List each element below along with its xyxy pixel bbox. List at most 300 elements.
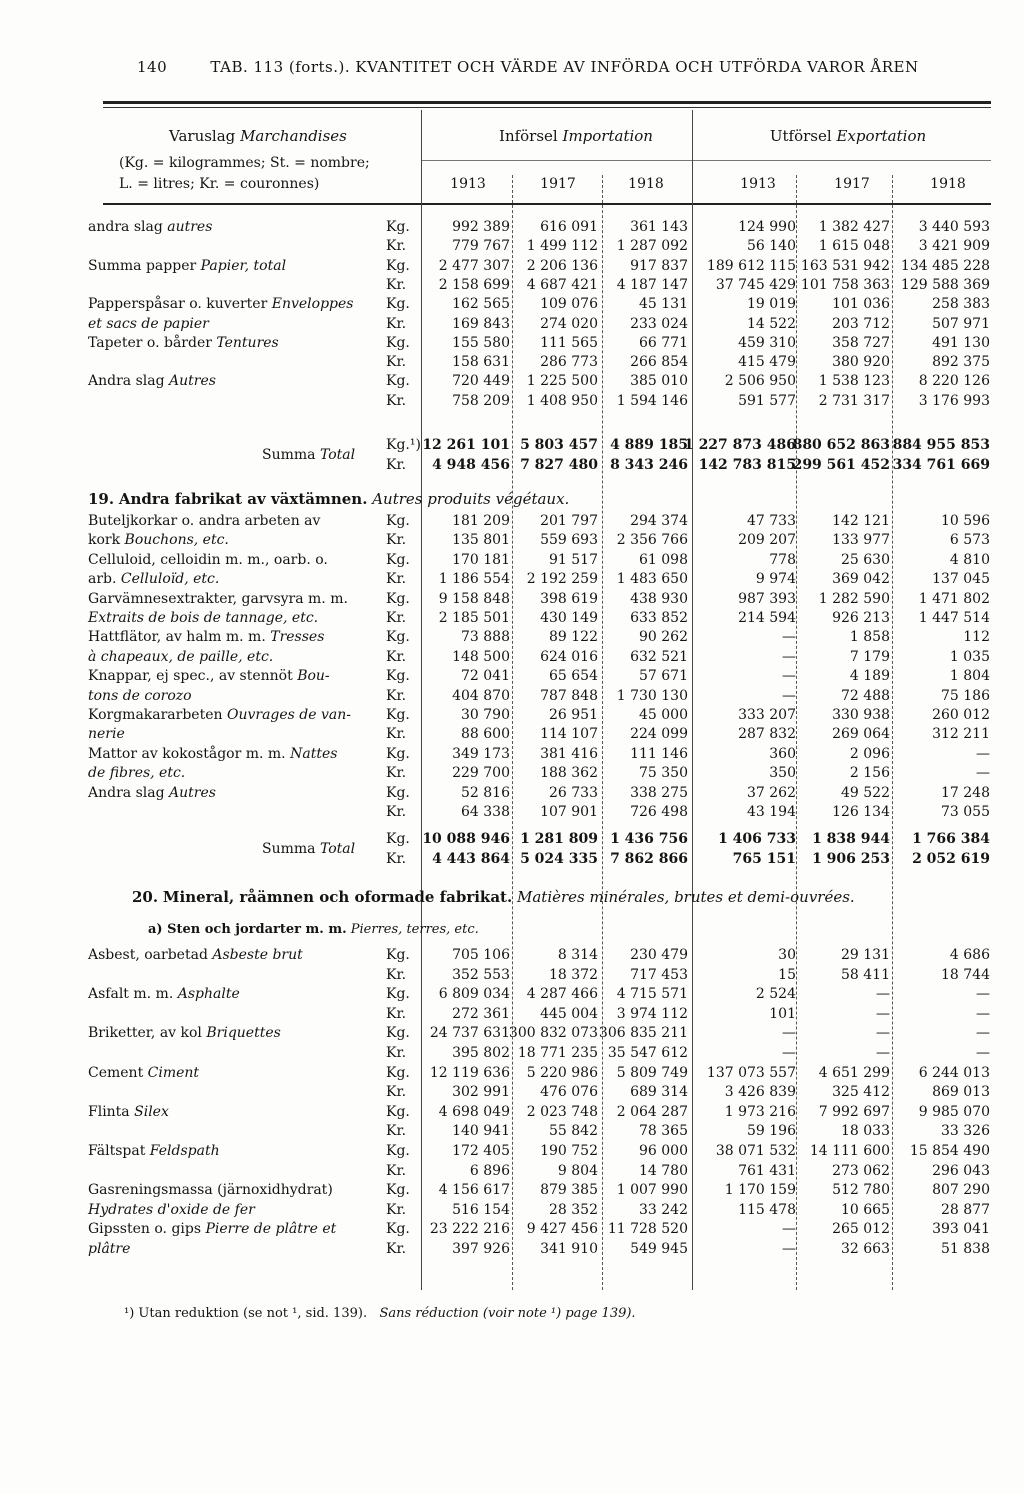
veg-cell: 1 447 514 <box>918 610 990 626</box>
summa-19-kg-row <box>0 830 1024 857</box>
table-row <box>0 745 1024 763</box>
mineral-cell: 265 012 <box>832 1221 890 1238</box>
row-unit: Kg. <box>386 1182 410 1199</box>
table-row <box>0 1064 1024 1082</box>
paper-cell: 1 594 146 <box>616 392 688 409</box>
veg-cell: 1 282 590 <box>818 590 890 607</box>
mineral-cell: 296 043 <box>932 1162 990 1179</box>
row-label: Gipssten o. gips Pierre de plâtre et <box>88 1221 337 1238</box>
summa-top-kg-5: 884 955 853 <box>892 437 990 453</box>
paper-cell: 4 687 421 <box>526 276 598 293</box>
row-label: Korgmakararbeten Ouvrages de van- <box>88 707 352 723</box>
paper-cell: 2 158 699 <box>438 276 510 293</box>
veg-cell: 229 700 <box>452 765 510 782</box>
paper-cell: 591 577 <box>738 392 796 409</box>
mineral-cell: 1 973 216 <box>724 1103 796 1120</box>
row-unit: Kr. <box>386 804 407 820</box>
veg-cell: 1 804 <box>949 668 990 685</box>
mineral-cell: — <box>976 1005 990 1022</box>
page-number: 140 <box>137 58 168 76</box>
row-label: plâtre <box>88 1241 131 1257</box>
table-row <box>0 551 1024 569</box>
veg-cell: 1 858 <box>849 629 890 646</box>
veg-cell: 114 107 <box>540 726 598 743</box>
veg-cell: 72 041 <box>461 668 510 685</box>
row-unit: Kg. <box>386 219 410 235</box>
mineral-cell: 5 220 986 <box>526 1064 598 1081</box>
row-unit: Kg. <box>386 257 410 274</box>
veg-cell: 170 181 <box>452 551 510 568</box>
veg-cell: 148 500 <box>452 648 510 665</box>
veg-cell: 330 938 <box>832 707 890 723</box>
veg-cell: 135 801 <box>452 532 510 549</box>
mineral-cell: 4 698 049 <box>438 1103 510 1120</box>
table-row <box>0 764 1024 782</box>
veg-cell: 624 016 <box>540 648 598 665</box>
row-label: Cement Ciment <box>88 1064 200 1081</box>
mineral-cell: 58 411 <box>841 966 890 983</box>
mineral-cell: 59 196 <box>747 1123 796 1140</box>
summa-19-kr-2: 7 862 866 <box>610 851 688 867</box>
row-unit: Kg. <box>386 373 410 390</box>
table-row <box>0 803 1024 821</box>
row-label: Asfalt m. m. Asphalte <box>88 986 240 1003</box>
mineral-cell: 272 361 <box>452 1005 510 1022</box>
paper-cell: 1 499 112 <box>526 238 598 255</box>
row-unit: Kr. <box>386 1162 407 1179</box>
table-row <box>0 946 1024 964</box>
table-row <box>0 1044 1024 1062</box>
veg-cell: 111 146 <box>630 745 688 762</box>
paper-cell: 385 010 <box>630 373 688 390</box>
year-import-1913: 1913 <box>450 176 486 192</box>
summa-top-kr-1: 7 827 480 <box>520 457 598 473</box>
mineral-cell: 30 <box>778 947 796 963</box>
mineral-cell: 96 000 <box>639 1143 688 1159</box>
summa-19-kr-0: 4 443 864 <box>432 851 510 867</box>
paper-cell: 361 143 <box>630 219 688 235</box>
veg-cell: 73 055 <box>941 804 990 820</box>
mineral-cell: 2 064 287 <box>616 1103 688 1120</box>
row-unit: Kr. <box>386 610 407 626</box>
table-row <box>0 392 1024 410</box>
paper-cell: 109 076 <box>540 296 598 313</box>
veg-cell: 91 517 <box>549 551 598 568</box>
row-label: Andra slag Autres <box>88 784 216 801</box>
row-unit: Kr. <box>386 765 407 782</box>
table-row <box>0 334 1024 352</box>
mineral-cell: 15 854 490 <box>909 1143 990 1159</box>
veg-cell: 7 179 <box>849 648 890 665</box>
row-label: kork Bouchons, etc. <box>88 532 229 549</box>
mineral-cell: 4 686 <box>949 947 990 963</box>
veg-cell: 201 797 <box>540 513 598 529</box>
row-label: Gasreningsmassa (järnoxidhydrat) <box>88 1182 333 1199</box>
mineral-cell: 14 780 <box>639 1162 688 1179</box>
year-export-1917: 1917 <box>834 176 870 192</box>
veg-cell: — <box>782 629 796 646</box>
veg-cell: 10 596 <box>941 513 990 529</box>
veg-cell: 142 121 <box>832 513 890 529</box>
row-unit: Kr. <box>386 687 407 704</box>
table-row <box>0 372 1024 390</box>
mineral-cell: — <box>782 1241 796 1257</box>
paper-cell: 3 176 993 <box>918 392 990 409</box>
veg-cell: — <box>782 687 796 704</box>
summa-19-kg-3: 1 406 733 <box>718 831 796 847</box>
row-label: Flinta Silex <box>88 1103 169 1120</box>
row-label: Asbest, oarbetad Asbeste brut <box>88 947 303 963</box>
paper-cell: 189 612 115 <box>706 257 796 274</box>
paper-cell: 1 225 500 <box>526 373 598 390</box>
summa-19-kg-2: 1 436 756 <box>610 831 688 847</box>
table-row <box>0 1005 1024 1023</box>
row-label: Extraits de bois de tannage, etc. <box>88 610 319 626</box>
mineral-cell: 11 728 520 <box>607 1221 688 1238</box>
veg-cell: 1 035 <box>949 648 990 665</box>
table-row <box>0 218 1024 236</box>
veg-cell: 398 619 <box>540 590 598 607</box>
veg-cell: 61 098 <box>639 551 688 568</box>
row-unit: Kg. <box>386 745 410 762</box>
summa-19-kr-5: 2 052 619 <box>912 851 990 867</box>
mineral-cell: 35 547 612 <box>607 1045 688 1061</box>
row-unit: Kg. <box>386 629 410 646</box>
summa-top-unit-kr: Kr. <box>386 457 407 473</box>
table-row <box>0 315 1024 333</box>
table-row <box>0 966 1024 984</box>
veg-cell: 2 192 259 <box>526 571 598 588</box>
table-row <box>0 1240 1024 1258</box>
summa-top-kr-4: 299 561 452 <box>792 457 890 473</box>
veg-cell: 333 207 <box>738 707 796 723</box>
row-unit: Kg. <box>386 784 410 801</box>
veg-cell: 360 <box>769 745 796 762</box>
veg-cell: 52 816 <box>461 784 510 801</box>
year-export-1913: 1913 <box>740 176 776 192</box>
veg-cell: 72 488 <box>841 687 890 704</box>
mineral-cell: 6 809 034 <box>438 986 510 1003</box>
paper-cell: 1 538 123 <box>818 373 890 390</box>
year-import-1917: 1917 <box>540 176 576 192</box>
column-header <box>103 110 991 202</box>
table-row <box>0 725 1024 743</box>
mineral-cell: 5 809 749 <box>616 1064 688 1081</box>
table-row <box>0 531 1024 549</box>
paper-cell: 169 843 <box>452 315 510 332</box>
unit-legend-line2: L. = litres; Kr. = couronnes) <box>119 176 320 192</box>
veg-cell: 260 012 <box>932 707 990 723</box>
row-label: Briketter, av kol Briquettes <box>88 1025 281 1042</box>
mineral-cell: 273 062 <box>832 1162 890 1179</box>
table-row <box>0 667 1024 685</box>
mineral-cell: — <box>876 1045 890 1061</box>
row-unit: Kr. <box>386 1084 407 1101</box>
mineral-cell: 516 154 <box>452 1201 510 1218</box>
row-unit: Kr. <box>386 1241 407 1257</box>
summa-top-kr-0: 4 948 456 <box>432 457 510 473</box>
summa-top-label: Summa Total <box>262 447 356 463</box>
row-unit: Kg. <box>386 947 410 963</box>
paper-cell: 14 522 <box>747 315 796 332</box>
summa-top-kr-3: 142 783 815 <box>698 457 796 473</box>
row-unit: Kr. <box>386 1045 407 1061</box>
mineral-cell: — <box>876 986 890 1003</box>
mineral-cell: 10 665 <box>841 1201 890 1218</box>
row-unit: Kr. <box>386 238 407 255</box>
veg-cell: 269 064 <box>832 726 890 743</box>
header-rule-thick <box>103 101 991 104</box>
mineral-cell: — <box>976 986 990 1003</box>
table-row <box>0 257 1024 275</box>
veg-cell: 43 194 <box>747 804 796 820</box>
summa-top-kg-row <box>0 436 1024 463</box>
paper-cell: 3 440 593 <box>918 219 990 235</box>
mineral-cell: — <box>782 1025 796 1042</box>
veg-cell: 1 730 130 <box>616 687 688 704</box>
paper-cell: 203 712 <box>832 315 890 332</box>
mineral-cell: — <box>782 1221 796 1238</box>
row-unit: Kr. <box>386 354 407 371</box>
mineral-cell: — <box>976 1025 990 1042</box>
veg-cell: 133 977 <box>832 532 890 549</box>
row-unit: Kg. <box>386 1025 410 1042</box>
section-19-heading: 19. Andra fabrikat av växtämnen. Autres produits végétaux. <box>88 490 570 508</box>
table-row <box>0 1024 1024 1042</box>
row-label: nerie <box>88 726 125 743</box>
row-label: Celluloid, celloidin m. m., oarb. o. <box>88 551 328 568</box>
paper-cell: 258 383 <box>932 296 990 313</box>
paper-cell: 101 758 363 <box>800 276 890 293</box>
mineral-cell: 395 802 <box>452 1045 510 1061</box>
row-label: Hydrates d'oxide de fer <box>88 1201 255 1218</box>
veg-cell: 787 848 <box>540 687 598 704</box>
veg-cell: 726 498 <box>630 804 688 820</box>
paper-cell: 129 588 369 <box>900 276 990 293</box>
row-unit: Kg. <box>386 1143 410 1159</box>
row-unit: Kr. <box>386 1005 407 1022</box>
veg-cell: 26 951 <box>549 707 598 723</box>
mineral-cell: 230 479 <box>630 947 688 963</box>
row-label: Summa papper Papier, total <box>88 257 287 274</box>
summa-19-kg-4: 1 838 944 <box>812 831 890 847</box>
footnote: ¹) Utan reduktion (se not ¹, sid. 139). Sans réduction (voir note ¹) page 139). <box>124 1306 636 1321</box>
page-header <box>137 58 997 76</box>
row-unit: Kg. <box>386 707 410 723</box>
mineral-cell: 879 385 <box>540 1182 598 1199</box>
mineral-cell: 190 752 <box>540 1143 598 1159</box>
mineral-cell: 7 992 697 <box>818 1103 890 1120</box>
veg-cell: 381 416 <box>540 745 598 762</box>
mineral-cell: 476 076 <box>540 1084 598 1101</box>
paper-cell: 1 382 427 <box>818 219 890 235</box>
veg-cell: 75 350 <box>639 765 688 782</box>
summa-19-kr-3: 765 151 <box>732 851 796 867</box>
paper-cell: 66 771 <box>639 334 688 351</box>
paper-cell: 507 971 <box>932 315 990 332</box>
paper-cell: 1 287 092 <box>616 238 688 255</box>
table-row <box>0 784 1024 802</box>
summa-19-label: Summa Total <box>262 841 356 857</box>
mineral-cell: 352 553 <box>452 966 510 983</box>
veg-cell: 88 600 <box>461 726 510 743</box>
summa-19-unit-kg: Kg. <box>386 831 410 847</box>
veg-cell: — <box>976 745 990 762</box>
summa-top-unit-kg: Kg.¹) <box>386 437 421 453</box>
row-unit: Kr. <box>386 726 407 743</box>
veg-cell: 49 522 <box>841 784 890 801</box>
paper-cell: 101 036 <box>832 296 890 313</box>
summa-top-kg-0: 12 261 101 <box>422 437 510 453</box>
mineral-cell: 33 326 <box>941 1123 990 1140</box>
mineral-cell: 397 926 <box>452 1241 510 1257</box>
paper-cell: 37 745 429 <box>715 276 796 293</box>
row-label: à chapeaux, de paille, etc. <box>88 648 274 665</box>
mineral-cell: 55 842 <box>549 1123 598 1140</box>
paper-cell: 155 580 <box>452 334 510 351</box>
veg-cell: 209 207 <box>738 532 796 549</box>
mineral-cell: 32 663 <box>841 1241 890 1257</box>
table-row <box>0 648 1024 666</box>
paper-cell: 415 479 <box>738 354 796 371</box>
mineral-cell: 306 835 211 <box>598 1025 688 1042</box>
paper-cell: 266 854 <box>630 354 688 371</box>
mineral-cell: — <box>976 1045 990 1061</box>
mineral-cell: 115 478 <box>738 1201 796 1218</box>
mineral-cell: 302 991 <box>452 1084 510 1101</box>
mineral-cell: 4 651 299 <box>818 1064 890 1081</box>
mineral-cell: 4 156 617 <box>438 1182 510 1199</box>
veg-cell: 338 275 <box>630 784 688 801</box>
mineral-cell: 4 287 466 <box>526 986 598 1003</box>
section-20-heading: 20. Mineral, råämnen och oformade fabrikat. Matières minérales, brutes et demi-ouvrées. <box>132 888 855 906</box>
veg-cell: 633 852 <box>630 610 688 626</box>
row-label: arb. Celluloïd, etc. <box>88 571 220 588</box>
mineral-cell: 4 715 571 <box>616 986 688 1003</box>
mineral-cell: 140 941 <box>452 1123 510 1140</box>
summa-19-kg-1: 1 281 809 <box>520 831 598 847</box>
export-group-header: Utförsel Exportation <box>769 127 927 145</box>
summa-top-kg-4: 880 652 863 <box>792 437 890 453</box>
mineral-cell: 14 111 600 <box>809 1143 890 1159</box>
veg-cell: 4 189 <box>849 668 890 685</box>
veg-cell: 65 654 <box>549 668 598 685</box>
row-unit: Kg. <box>386 1221 410 1238</box>
table-title: TAB. 113 (forts.). KVANTITET OCH VÄRDE AV INFÖRDA OCH UTFÖRDA VAROR ÅREN <box>210 58 919 76</box>
paper-cell: 8 220 126 <box>918 373 990 390</box>
paper-cell: 892 375 <box>932 354 990 371</box>
row-label: Knappar, ej spec., av stennöt Bou- <box>88 668 330 685</box>
mineral-cell: 9 804 <box>557 1162 598 1179</box>
mineral-cell: 3 974 112 <box>616 1005 688 1022</box>
table-row <box>0 1142 1024 1160</box>
veg-cell: — <box>782 668 796 685</box>
mineral-cell: 137 073 557 <box>706 1064 796 1081</box>
mineral-cell: 28 877 <box>941 1201 990 1218</box>
row-label: Fältspat Feldspath <box>88 1143 220 1159</box>
veg-cell: 2 185 501 <box>438 610 510 626</box>
mineral-cell: 761 431 <box>738 1162 796 1179</box>
table-row <box>0 570 1024 588</box>
row-unit: Kg. <box>386 1064 410 1081</box>
table-row <box>0 609 1024 627</box>
table-row <box>0 1162 1024 1180</box>
veg-cell: 57 671 <box>639 668 688 685</box>
mineral-cell: 325 412 <box>832 1084 890 1101</box>
mineral-cell: 705 106 <box>452 947 510 963</box>
summa-19-unit-kr: Kr. <box>386 851 407 867</box>
paper-cell: 19 019 <box>747 296 796 313</box>
row-unit: Kr. <box>386 648 407 665</box>
mineral-cell: 807 290 <box>932 1182 990 1199</box>
summa-top-kg-1: 5 803 457 <box>520 437 598 453</box>
row-label: Papperspåsar o. kuverter Enveloppes <box>88 296 354 313</box>
paper-cell: 162 565 <box>452 296 510 313</box>
veg-cell: 9 974 <box>755 571 796 588</box>
paper-cell: 1 408 950 <box>526 392 598 409</box>
veg-cell: 294 374 <box>630 513 688 529</box>
summa-top-kr-5: 334 761 669 <box>892 457 990 473</box>
year-export-1918: 1918 <box>930 176 966 192</box>
mineral-cell: 512 780 <box>832 1182 890 1199</box>
veg-cell: 2 156 <box>849 765 890 782</box>
paper-cell: 491 130 <box>932 334 990 351</box>
mineral-cell: 38 071 532 <box>715 1143 796 1159</box>
veg-cell: — <box>782 648 796 665</box>
mineral-cell: 445 004 <box>540 1005 598 1022</box>
veg-cell: 137 045 <box>932 571 990 588</box>
mineral-cell: — <box>782 1045 796 1061</box>
mineral-cell: 12 119 636 <box>429 1064 510 1081</box>
veg-cell: 350 <box>769 765 796 782</box>
mineral-cell: 172 405 <box>452 1143 510 1159</box>
summa-19-kr-1: 5 024 335 <box>520 851 598 867</box>
table-row <box>0 295 1024 313</box>
veg-cell: 224 099 <box>630 726 688 743</box>
veg-cell: 2 356 766 <box>616 532 688 549</box>
summa-19-kg-0: 10 088 946 <box>422 831 510 847</box>
paper-cell: 2 506 950 <box>724 373 796 390</box>
paper-cell: 1 615 048 <box>818 238 890 255</box>
table-row <box>0 1103 1024 1121</box>
summa-19-kg-5: 1 766 384 <box>912 831 990 847</box>
mineral-cell: 78 365 <box>639 1123 688 1140</box>
paper-cell: 2 206 136 <box>526 257 598 274</box>
row-unit: Kg. <box>386 551 410 568</box>
section-20a-subheading: a) Sten och jordarter m. m. Pierres, terres, etc. <box>148 922 479 937</box>
veg-cell: 6 573 <box>949 532 990 549</box>
paper-cell: 992 389 <box>452 219 510 235</box>
row-label: de fibres, etc. <box>88 765 186 782</box>
veg-cell: 2 096 <box>849 745 890 762</box>
mineral-cell: 549 945 <box>630 1241 688 1257</box>
paper-cell: 45 131 <box>639 296 688 313</box>
veg-cell: 181 209 <box>452 513 510 529</box>
import-group-header: Införsel Importation <box>499 127 653 145</box>
mineral-cell: — <box>876 1025 890 1042</box>
veg-cell: 47 733 <box>747 513 796 529</box>
paper-cell: 124 990 <box>738 219 796 235</box>
veg-cell: 287 832 <box>738 726 796 743</box>
table-row <box>0 512 1024 530</box>
veg-cell: 1 483 650 <box>616 571 688 588</box>
veg-cell: 26 733 <box>549 784 598 801</box>
paper-cell: 2 731 317 <box>818 392 890 409</box>
veg-cell: 778 <box>769 551 796 568</box>
veg-cell: 37 262 <box>747 784 796 801</box>
mineral-cell: 18 771 235 <box>517 1045 598 1061</box>
table-row <box>0 276 1024 294</box>
